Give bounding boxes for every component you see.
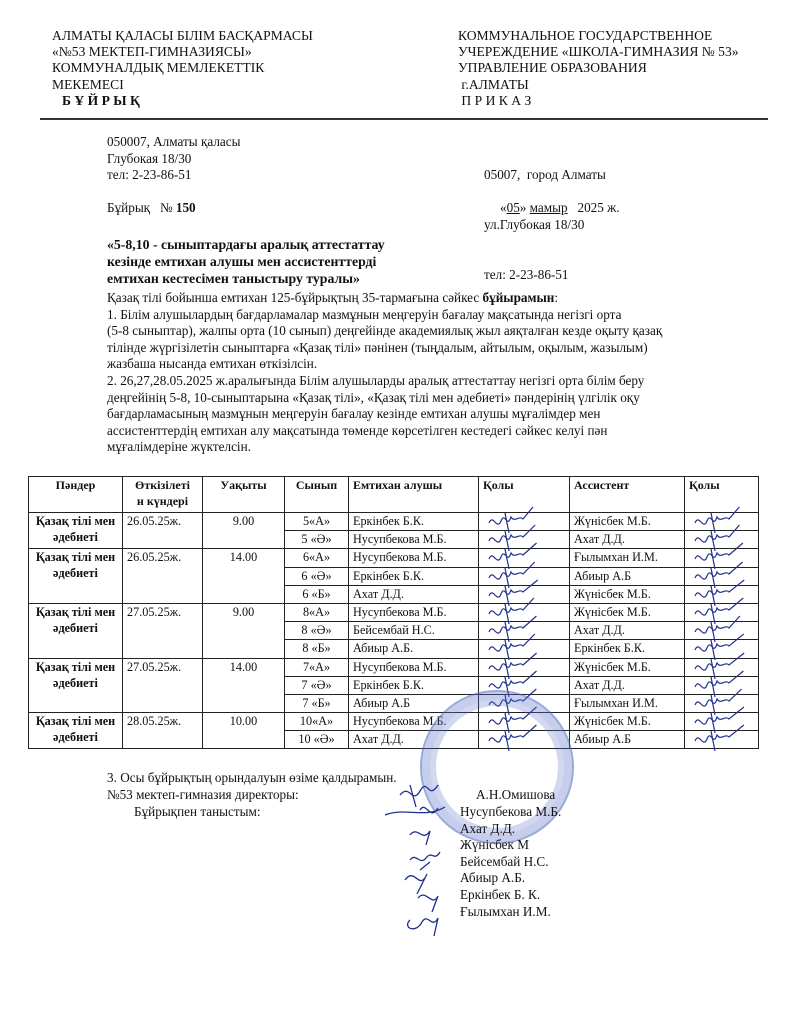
- date-cell: 27.05.25ж.: [123, 658, 203, 713]
- time-cell: 9.00: [203, 513, 285, 549]
- header-right: [458, 28, 739, 109]
- assistant-cell: Ғылымхан И.М.: [570, 694, 685, 712]
- body-line: мұғалімдеріне жүктелсін.: [107, 439, 251, 455]
- assistant-cell: Абиыр А.Б: [570, 567, 685, 585]
- title-line: кезінде емтихан алушы мен ассистенттерді: [107, 254, 377, 269]
- header-divider: [40, 118, 768, 120]
- body-line: 2. 26,27,28.05.2025 ж.аралығында Білім алушыларды аралық аттестаттау негізгі орта білім беру: [107, 372, 645, 388]
- class-cell: 7«А»: [285, 658, 349, 676]
- signature: [408, 918, 438, 936]
- table-row: [29, 549, 759, 567]
- body-line: 1. Білім алушылардың бағдарламалар мазмұнын меңгеруін бағалау мақсатында негізгі орта: [107, 306, 622, 322]
- acquainted-name: Абиыр А.Б.: [460, 870, 526, 886]
- examiner-cell: Ахат Д.Д.: [349, 731, 479, 749]
- header-left: [52, 28, 313, 109]
- assistant-cell: Жүнісбек М.Б.: [570, 713, 685, 731]
- signature: [689, 727, 759, 751]
- subject-cell: Қазақ тілі мен әдебиеті: [29, 549, 123, 604]
- time-cell: 9.00: [203, 603, 285, 658]
- class-cell: 5«А»: [285, 513, 349, 531]
- header-line: МЕКЕМЕСІ: [52, 76, 124, 92]
- assistant-cell: Жүнісбек М.Б.: [570, 603, 685, 621]
- address-line: 05007, город Алматы: [484, 167, 606, 183]
- address-line: ул.Глубокая 18/30: [484, 216, 585, 232]
- time-cell: 14.00: [203, 658, 285, 713]
- column-header: Қолы: [479, 477, 570, 513]
- intro: [107, 290, 662, 307]
- class-cell: 10 «Ә»: [285, 731, 349, 749]
- column-header: Сынып: [285, 477, 349, 513]
- exam-schedule-table: [28, 476, 759, 749]
- class-cell: 6«А»: [285, 549, 349, 567]
- assistant-cell: Жүнісбек М.Б.: [570, 513, 685, 531]
- examiner-cell: Бейсембай Н.С.: [349, 622, 479, 640]
- address-line: 050007, Алматы қаласы: [107, 134, 241, 149]
- address-line: Глубокая 18/30: [107, 150, 192, 166]
- class-cell: 8 «Б»: [285, 640, 349, 658]
- time-cell: 10.00: [203, 713, 285, 749]
- assistant-cell: Ахат Д.Д.: [570, 676, 685, 694]
- subject-cell: Қазақ тілі мен әдебиеті: [29, 603, 123, 658]
- time-cell: 14.00: [203, 549, 285, 604]
- doc-type-ru: П Р И К А З: [458, 92, 532, 108]
- acquainted-name: Бейсембай Н.С.: [460, 853, 549, 869]
- assistant-cell: Абиыр А.Б: [570, 731, 685, 749]
- address-left: [107, 134, 240, 184]
- acquainted-name: Еркінбек Б. К.: [460, 886, 541, 902]
- body-line: жазбаша нысанда емтихан өткізілсін.: [107, 356, 318, 372]
- signature: [410, 831, 430, 845]
- examiner-cell: Нусупбекова М.Б.: [349, 658, 479, 676]
- body-line: (5-8 сыныптар), жалпы орта (10 сынып) деңгейінде академиялық жыл аяқталған кезде оқыту қазақ: [107, 323, 663, 339]
- header-line: УЧЕРЕЖДЕНИЕ «ШКОЛА-ГИМНАЗИЯ № 53»: [458, 44, 739, 60]
- column-header: Қолы: [685, 477, 759, 513]
- signature: [410, 852, 440, 861]
- director-label: №53 мектеп-гимназия директоры:: [107, 787, 299, 802]
- order-body: [107, 290, 662, 456]
- order-date: [500, 200, 620, 217]
- body-line: бағдарламасының мазмұнын меңгеруін бағалау кезінде емтихан алушы мұғалімдер мен: [107, 406, 601, 422]
- class-cell: 6 «Ә»: [285, 567, 349, 585]
- class-cell: 6 «Б»: [285, 585, 349, 603]
- column-header: Уақыты: [203, 477, 285, 513]
- column-header: Өткізілеті н күндері: [123, 477, 203, 513]
- item-3: 3. Осы бұйрықтың орындалуын өзіме қалдырамын.: [107, 770, 397, 785]
- date-month: мамыр: [529, 200, 568, 215]
- assistant-cell: Ғылымхан И.М.: [570, 549, 685, 567]
- examiner-cell: Абиыр А.Б: [349, 694, 479, 712]
- subject-cell: Қазақ тілі мен әдебиеті: [29, 713, 123, 749]
- examiner-cell: Ахат Д.Д.: [349, 585, 479, 603]
- header-line: г.АЛМАТЫ: [458, 76, 529, 92]
- class-cell: 8«А»: [285, 603, 349, 621]
- signature: [400, 785, 438, 807]
- examiner-cell: Нусупбекова М.Б.: [349, 713, 479, 731]
- date-cell: 26.05.25ж.: [123, 549, 203, 604]
- examiner-cell: Нусупбекова М.Б.: [349, 603, 479, 621]
- intro-text: Қазақ тілі бойынша емтихан 125-бұйрықтың 35-тармағына сәйкес: [107, 290, 483, 305]
- date-cell: 27.05.25ж.: [123, 603, 203, 658]
- date-cell: 26.05.25ж.: [123, 513, 203, 549]
- column-header: Ассистент: [570, 477, 685, 513]
- order-title: [107, 236, 385, 287]
- header-line: КОММУНАЛДЫҚ МЕМЛЕКЕТТІК: [52, 60, 265, 76]
- title-line: емтихан кестесімен таныстыру туралы»: [107, 271, 360, 286]
- body-line: деңгейінің 5-8, 10-сыныптарына «Қазақ тілі», «Қазақ тілі мен әдебиеті» пәндерінің үлгілік оқу: [107, 389, 640, 405]
- examiner-cell: Нусупбекова М.Б.: [349, 531, 479, 549]
- acquainted-name: Нусупбекова М.Б.: [460, 804, 562, 819]
- acquainted-name: Ахат Д.Д.: [460, 820, 516, 836]
- subject-cell: Қазақ тілі мен әдебиеті: [29, 658, 123, 713]
- date-year: 2025 ж.: [567, 200, 620, 215]
- assistant-cell: Ахат Д.Д.: [570, 531, 685, 549]
- assistant-cell: Жүнісбек М.Б.: [570, 585, 685, 603]
- body-line: ассистенттердің емтихан алу мақсатында төменде көрсетілген кестедегі сәйкес келуі пән: [107, 422, 608, 438]
- intro-bold: бұйырамын: [482, 290, 555, 305]
- order-number: [107, 200, 196, 217]
- column-header: Пәндер: [29, 477, 123, 513]
- signature: [418, 895, 438, 912]
- assistant-cell: Ахат Д.Д.: [570, 622, 685, 640]
- header-line: УПРАВЛЕНИЕ ОБРАЗОВАНИЯ: [458, 60, 647, 76]
- assistant-cell: Еркінбек Б.К.: [570, 640, 685, 658]
- subject-cell: Қазақ тілі мен әдебиеті: [29, 513, 123, 549]
- acquaintance-signatures: [380, 780, 490, 950]
- order-number-value: 150: [175, 200, 196, 215]
- date-day: 05: [506, 200, 520, 215]
- header-line: «№53 МЕКТЕП-ГИМНАЗИЯСЫ»: [52, 44, 252, 60]
- acquainted-name: Ғылымхан И.М.: [460, 903, 551, 919]
- class-cell: 10«А»: [285, 713, 349, 731]
- examiner-cell: Еркінбек Б.К.: [349, 513, 479, 531]
- column-header: Емтихан алушы: [349, 477, 479, 513]
- signature-cell: [685, 731, 759, 749]
- date-part: »: [519, 200, 530, 215]
- header-line: АЛМАТЫ ҚАЛАСЫ БІЛІМ БАСҚАРМАСЫ: [52, 28, 313, 43]
- title-line: «5-8,10 - сыныптардағы аралық аттестаттау: [107, 237, 385, 252]
- class-cell: 5 «Ә»: [285, 531, 349, 549]
- body-line: тілінде жүргізілетін сыныптарға «Қазақ тілі» пәнінен (тыңдалым, айтылым, оқылым, жазылым): [107, 339, 648, 355]
- examiner-cell: Еркінбек Б.К.: [349, 676, 479, 694]
- assistant-cell: Жүнісбек М.Б.: [570, 658, 685, 676]
- signature: [385, 807, 445, 815]
- acquainted-label: Бұйрықпен таныстым:: [134, 804, 261, 819]
- class-cell: 7 «Б»: [285, 694, 349, 712]
- acquainted-name: Жүнісбек М: [460, 837, 529, 853]
- order-label: Бұйрық №: [107, 200, 176, 215]
- address-line: тел: 2-23-86-51: [107, 167, 192, 183]
- date-cell: 28.05.25ж.: [123, 713, 203, 749]
- address-line: тел: 2-23-86-51: [484, 266, 569, 282]
- examiner-cell: Нусупбекова М.Б.: [349, 549, 479, 567]
- table-row: [29, 513, 759, 531]
- class-cell: 7 «Ә»: [285, 676, 349, 694]
- date-part: «: [500, 200, 507, 215]
- table-row: [29, 603, 759, 621]
- signature: [405, 862, 430, 894]
- intro-end: :: [554, 290, 559, 305]
- class-cell: 8 «Ә»: [285, 622, 349, 640]
- doc-type-kk: Б Ұ Й Р Ы Қ: [62, 92, 140, 108]
- table-row: [29, 658, 759, 676]
- examiner-cell: Еркінбек Б.К.: [349, 567, 479, 585]
- table-row: [29, 713, 759, 731]
- director-name: А.Н.Омишова: [476, 787, 556, 802]
- examiner-cell: Абиыр А.Б.: [349, 640, 479, 658]
- header-line: КОММУНАЛЬНОЕ ГОСУДАРСТВЕННОЕ: [458, 28, 713, 43]
